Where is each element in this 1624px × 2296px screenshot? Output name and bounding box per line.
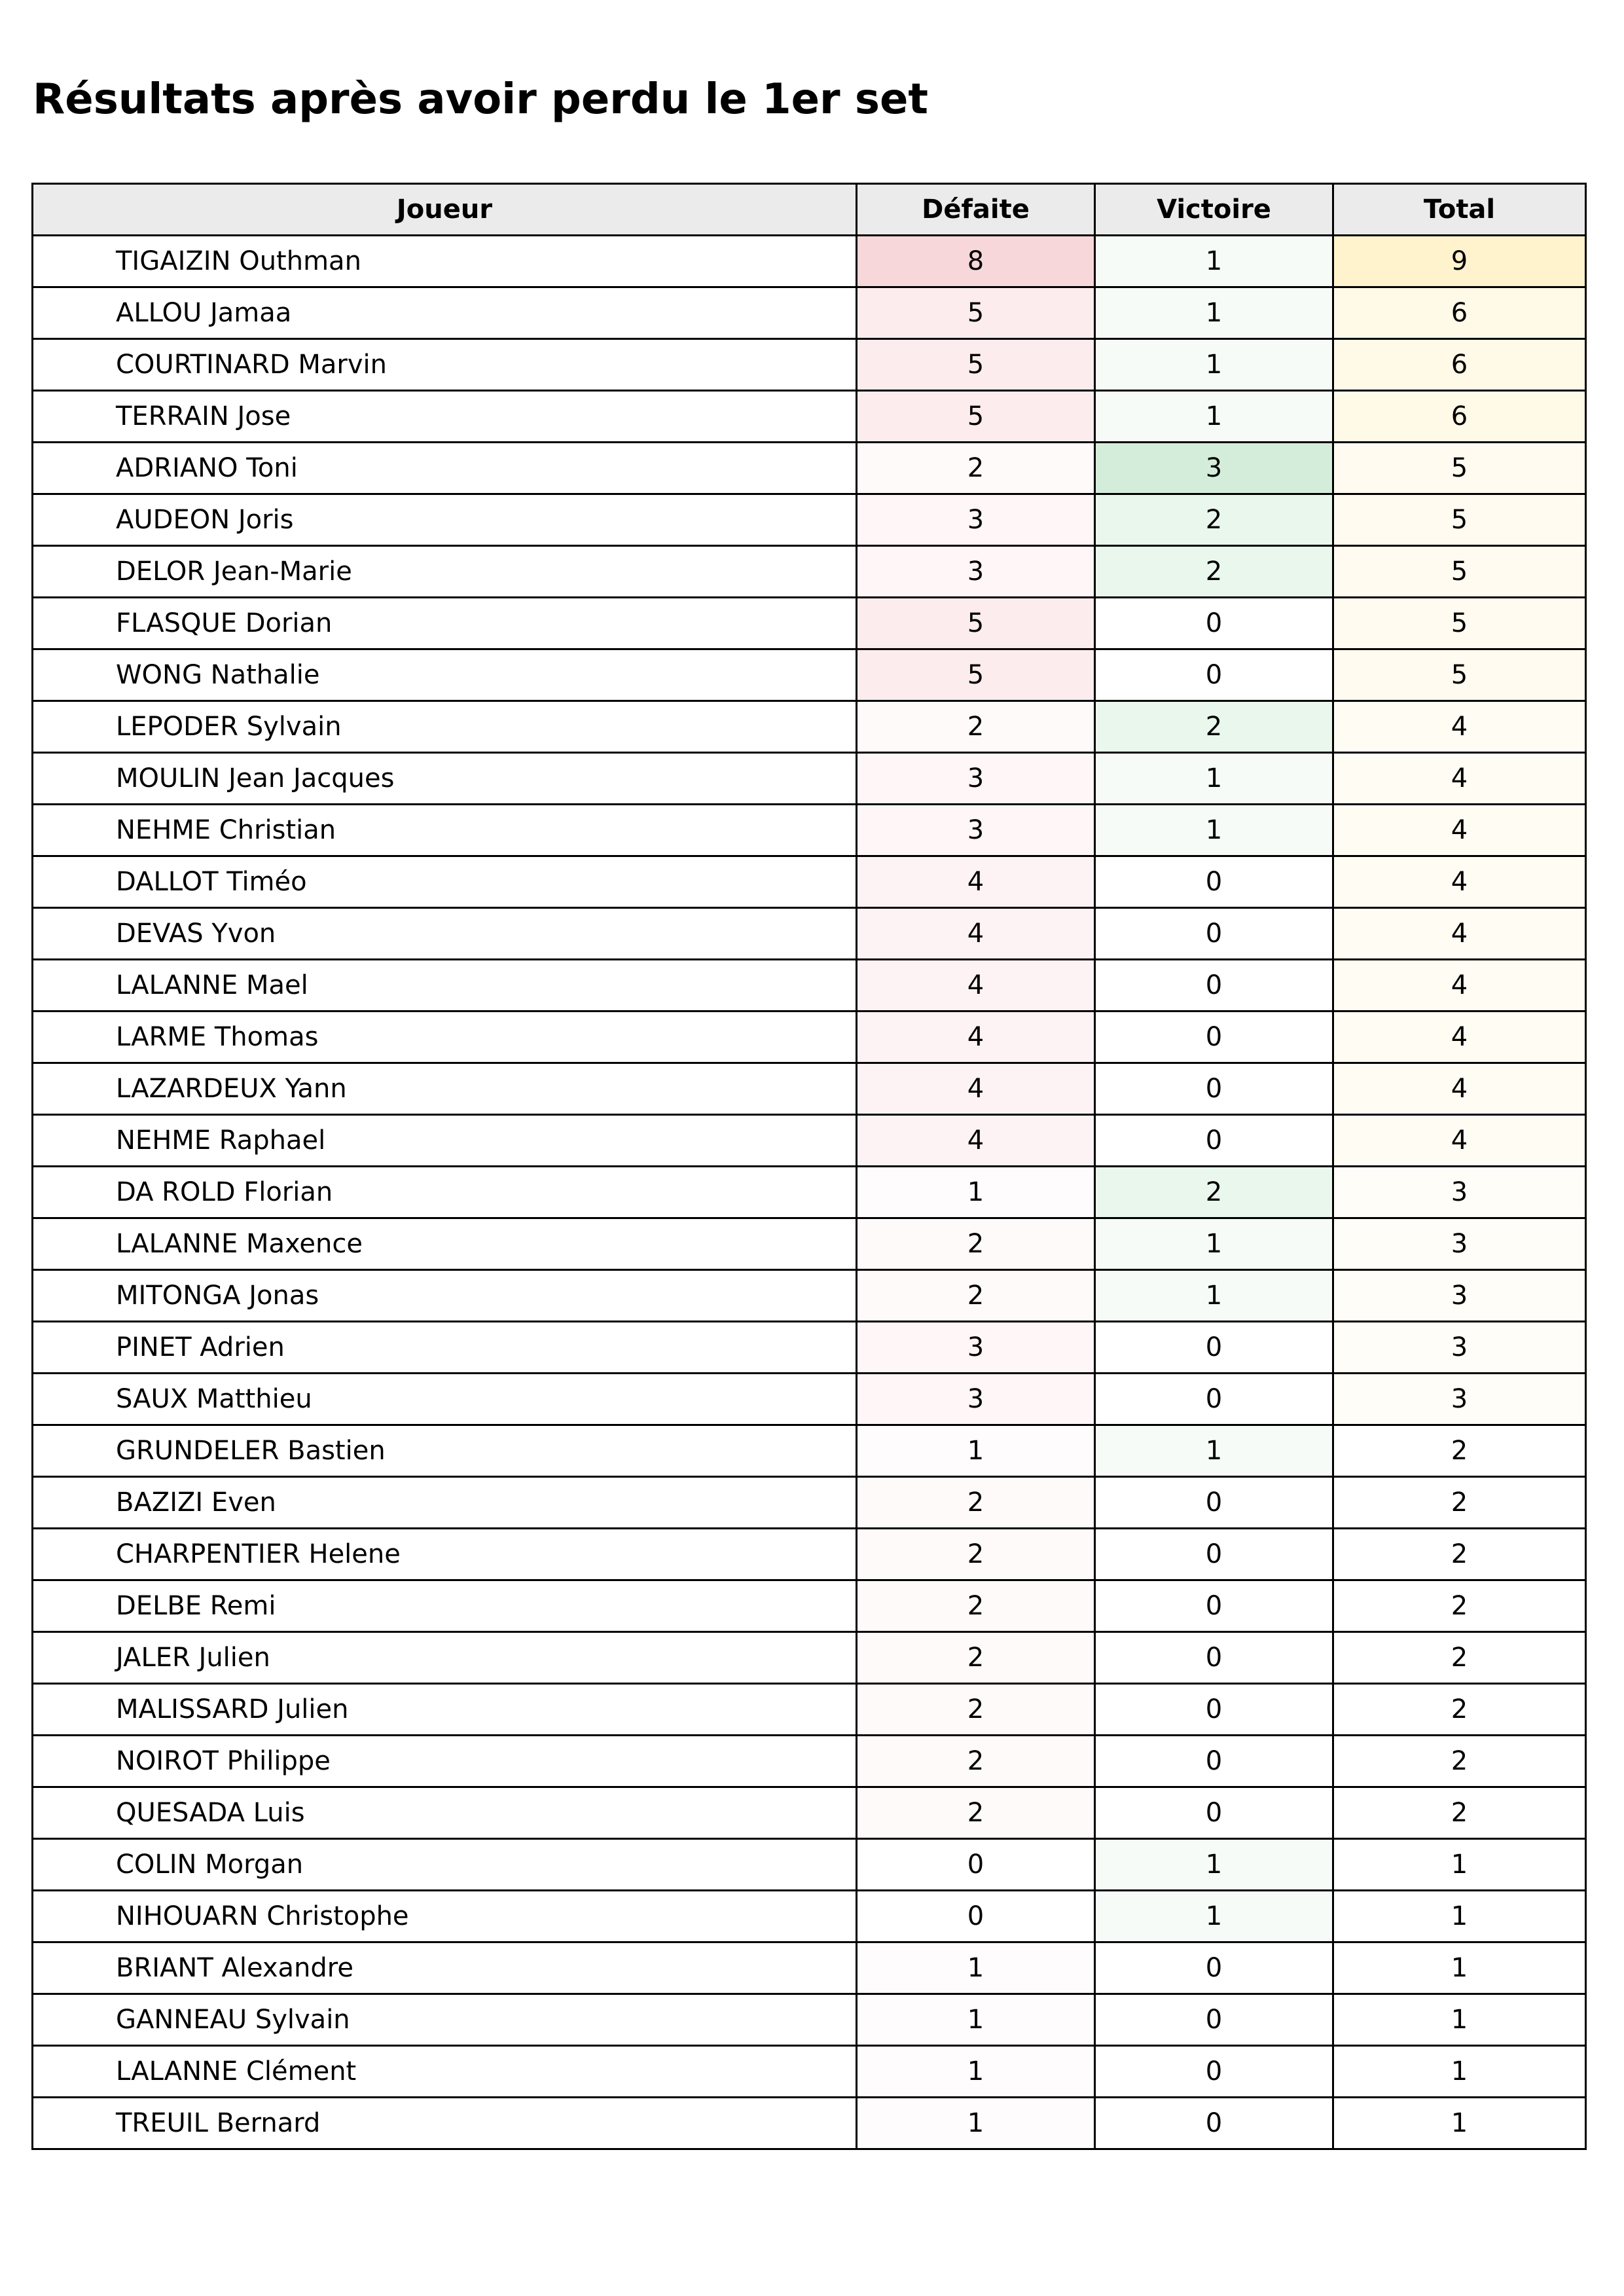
defeat-cell: 8 <box>857 236 1095 287</box>
player-name-cell: DALLOT Timéo <box>33 856 857 908</box>
victory-cell: 1 <box>1095 1839 1333 1891</box>
victory-cell: 0 <box>1095 1374 1333 1425</box>
total-cell: 6 <box>1333 339 1586 391</box>
player-name-cell: COLIN Morgan <box>33 1839 857 1891</box>
defeat-cell: 4 <box>857 960 1095 1011</box>
total-cell: 3 <box>1333 1374 1586 1425</box>
victory-cell: 0 <box>1095 908 1333 960</box>
defeat-cell: 2 <box>857 1632 1095 1684</box>
total-cell: 5 <box>1333 598 1586 649</box>
total-cell: 3 <box>1333 1322 1586 1374</box>
column-header-defeat: Défaite <box>857 184 1095 236</box>
player-name-cell: ADRIANO Toni <box>33 443 857 494</box>
defeat-cell: 1 <box>857 1167 1095 1218</box>
victory-cell: 2 <box>1095 494 1333 546</box>
table-row <box>33 1425 1586 1477</box>
total-cell: 6 <box>1333 287 1586 339</box>
table-row <box>33 2098 1586 2149</box>
table-row <box>33 236 1586 287</box>
victory-cell: 0 <box>1095 649 1333 701</box>
player-name-cell: FLASQUE Dorian <box>33 598 857 649</box>
defeat-cell: 2 <box>857 1736 1095 1787</box>
victory-cell: 1 <box>1095 339 1333 391</box>
table-row <box>33 1477 1586 1529</box>
defeat-cell: 5 <box>857 287 1095 339</box>
victory-cell: 1 <box>1095 805 1333 856</box>
player-name-cell: BRIANT Alexandre <box>33 1942 857 1994</box>
victory-cell: 0 <box>1095 598 1333 649</box>
table-row <box>33 1580 1586 1632</box>
total-cell: 4 <box>1333 753 1586 805</box>
defeat-cell: 2 <box>857 1580 1095 1632</box>
defeat-cell: 1 <box>857 1425 1095 1477</box>
player-name-cell: BAZIZI Even <box>33 1477 857 1529</box>
table-row <box>33 1374 1586 1425</box>
table-row <box>33 391 1586 443</box>
total-cell: 5 <box>1333 443 1586 494</box>
table-row <box>33 908 1586 960</box>
defeat-cell: 3 <box>857 1322 1095 1374</box>
player-name-cell: GRUNDELER Bastien <box>33 1425 857 1477</box>
table-row <box>33 753 1586 805</box>
defeat-cell: 4 <box>857 1011 1095 1063</box>
victory-cell: 2 <box>1095 1167 1333 1218</box>
defeat-cell: 2 <box>857 1684 1095 1736</box>
table-row <box>33 1115 1586 1167</box>
table-row <box>33 1632 1586 1684</box>
total-cell: 2 <box>1333 1529 1586 1580</box>
victory-cell: 1 <box>1095 753 1333 805</box>
table-row <box>33 2046 1586 2098</box>
total-cell: 5 <box>1333 649 1586 701</box>
victory-cell: 0 <box>1095 1322 1333 1374</box>
table-row <box>33 1529 1586 1580</box>
page-title: Résultats après avoir perdu le 1er set <box>33 75 928 124</box>
player-name-cell: TERRAIN Jose <box>33 391 857 443</box>
total-cell: 2 <box>1333 1736 1586 1787</box>
victory-cell: 0 <box>1095 960 1333 1011</box>
defeat-cell: 2 <box>857 1787 1095 1839</box>
total-cell: 4 <box>1333 805 1586 856</box>
victory-cell: 0 <box>1095 1684 1333 1736</box>
victory-cell: 1 <box>1095 1425 1333 1477</box>
total-cell: 3 <box>1333 1167 1586 1218</box>
player-name-cell: MOULIN Jean Jacques <box>33 753 857 805</box>
player-name-cell: MALISSARD Julien <box>33 1684 857 1736</box>
total-cell: 2 <box>1333 1477 1586 1529</box>
player-name-cell: LAZARDEUX Yann <box>33 1063 857 1115</box>
table-row <box>33 856 1586 908</box>
column-header-player: Joueur <box>33 184 857 236</box>
total-cell: 4 <box>1333 1115 1586 1167</box>
victory-cell: 0 <box>1095 1994 1333 2046</box>
table-row <box>33 494 1586 546</box>
victory-cell: 1 <box>1095 1891 1333 1942</box>
victory-cell: 1 <box>1095 391 1333 443</box>
player-name-cell: TREUIL Bernard <box>33 2098 857 2149</box>
defeat-cell: 1 <box>857 2098 1095 2149</box>
defeat-cell: 4 <box>857 856 1095 908</box>
table-row <box>33 1063 1586 1115</box>
victory-cell: 0 <box>1095 1115 1333 1167</box>
victory-cell: 0 <box>1095 1736 1333 1787</box>
table-row <box>33 649 1586 701</box>
results-table <box>31 183 1587 2150</box>
player-name-cell: WONG Nathalie <box>33 649 857 701</box>
table-header <box>33 184 1586 236</box>
total-cell: 6 <box>1333 391 1586 443</box>
total-cell: 2 <box>1333 1632 1586 1684</box>
player-name-cell: AUDEON Joris <box>33 494 857 546</box>
defeat-cell: 1 <box>857 1942 1095 1994</box>
table-row <box>33 1891 1586 1942</box>
total-cell: 2 <box>1333 1787 1586 1839</box>
total-cell: 3 <box>1333 1218 1586 1270</box>
defeat-cell: 0 <box>857 1891 1095 1942</box>
defeat-cell: 2 <box>857 701 1095 753</box>
victory-cell: 0 <box>1095 1942 1333 1994</box>
victory-cell: 0 <box>1095 1011 1333 1063</box>
total-cell: 3 <box>1333 1270 1586 1322</box>
defeat-cell: 1 <box>857 1994 1095 2046</box>
victory-cell: 1 <box>1095 236 1333 287</box>
defeat-cell: 0 <box>857 1839 1095 1891</box>
victory-cell: 0 <box>1095 1632 1333 1684</box>
defeat-cell: 2 <box>857 1529 1095 1580</box>
table-row <box>33 805 1586 856</box>
total-cell: 1 <box>1333 2046 1586 2098</box>
defeat-cell: 3 <box>857 546 1095 598</box>
table-row <box>33 960 1586 1011</box>
table-row <box>33 1839 1586 1891</box>
victory-cell: 3 <box>1095 443 1333 494</box>
table-row <box>33 598 1586 649</box>
victory-cell: 0 <box>1095 1787 1333 1839</box>
total-cell: 1 <box>1333 1994 1586 2046</box>
defeat-cell: 5 <box>857 391 1095 443</box>
table-row <box>33 287 1586 339</box>
defeat-cell: 2 <box>857 443 1095 494</box>
table-row <box>33 1736 1586 1787</box>
player-name-cell: DELBE Remi <box>33 1580 857 1632</box>
total-cell: 4 <box>1333 960 1586 1011</box>
player-name-cell: NOIROT Philippe <box>33 1736 857 1787</box>
table-row <box>33 1322 1586 1374</box>
table-row <box>33 1218 1586 1270</box>
victory-cell: 1 <box>1095 1218 1333 1270</box>
defeat-cell: 3 <box>857 805 1095 856</box>
table-row <box>33 443 1586 494</box>
victory-cell: 1 <box>1095 287 1333 339</box>
player-name-cell: NIHOUARN Christophe <box>33 1891 857 1942</box>
player-name-cell: DA ROLD Florian <box>33 1167 857 1218</box>
header-row <box>33 184 1586 236</box>
player-name-cell: LALANNE Maxence <box>33 1218 857 1270</box>
victory-cell: 0 <box>1095 2046 1333 2098</box>
column-header-victory: Victoire <box>1095 184 1333 236</box>
defeat-cell: 4 <box>857 1063 1095 1115</box>
player-name-cell: NEHME Raphael <box>33 1115 857 1167</box>
defeat-cell: 5 <box>857 649 1095 701</box>
table-row <box>33 1167 1586 1218</box>
player-name-cell: COURTINARD Marvin <box>33 339 857 391</box>
player-name-cell: GANNEAU Sylvain <box>33 1994 857 2046</box>
table-row <box>33 1011 1586 1063</box>
table-row <box>33 701 1586 753</box>
total-cell: 9 <box>1333 236 1586 287</box>
total-cell: 2 <box>1333 1684 1586 1736</box>
total-cell: 1 <box>1333 1891 1586 1942</box>
player-name-cell: CHARPENTIER Helene <box>33 1529 857 1580</box>
total-cell: 1 <box>1333 2098 1586 2149</box>
defeat-cell: 3 <box>857 494 1095 546</box>
player-name-cell: LALANNE Mael <box>33 960 857 1011</box>
table-row <box>33 1942 1586 1994</box>
defeat-cell: 1 <box>857 2046 1095 2098</box>
total-cell: 2 <box>1333 1580 1586 1632</box>
player-name-cell: LARME Thomas <box>33 1011 857 1063</box>
defeat-cell: 3 <box>857 753 1095 805</box>
table-row <box>33 1787 1586 1839</box>
total-cell: 4 <box>1333 1063 1586 1115</box>
table-body <box>33 236 1586 2149</box>
defeat-cell: 3 <box>857 1374 1095 1425</box>
player-name-cell: TIGAIZIN Outhman <box>33 236 857 287</box>
player-name-cell: DEVAS Yvon <box>33 908 857 960</box>
defeat-cell: 4 <box>857 1115 1095 1167</box>
total-cell: 4 <box>1333 701 1586 753</box>
victory-cell: 0 <box>1095 856 1333 908</box>
player-name-cell: JALER Julien <box>33 1632 857 1684</box>
table-row <box>33 339 1586 391</box>
victory-cell: 2 <box>1095 701 1333 753</box>
total-cell: 4 <box>1333 856 1586 908</box>
player-name-cell: QUESADA Luis <box>33 1787 857 1839</box>
victory-cell: 0 <box>1095 2098 1333 2149</box>
total-cell: 1 <box>1333 1839 1586 1891</box>
column-header-total: Total <box>1333 184 1586 236</box>
total-cell: 2 <box>1333 1425 1586 1477</box>
player-name-cell: LALANNE Clément <box>33 2046 857 2098</box>
defeat-cell: 2 <box>857 1477 1095 1529</box>
victory-cell: 2 <box>1095 546 1333 598</box>
victory-cell: 0 <box>1095 1477 1333 1529</box>
total-cell: 5 <box>1333 494 1586 546</box>
player-name-cell: SAUX Matthieu <box>33 1374 857 1425</box>
victory-cell: 1 <box>1095 1270 1333 1322</box>
total-cell: 4 <box>1333 1011 1586 1063</box>
defeat-cell: 2 <box>857 1270 1095 1322</box>
player-name-cell: MITONGA Jonas <box>33 1270 857 1322</box>
player-name-cell: NEHME Christian <box>33 805 857 856</box>
defeat-cell: 5 <box>857 598 1095 649</box>
total-cell: 1 <box>1333 1942 1586 1994</box>
table-row <box>33 1994 1586 2046</box>
total-cell: 5 <box>1333 546 1586 598</box>
table-row <box>33 546 1586 598</box>
table-row <box>33 1684 1586 1736</box>
table-row <box>33 1270 1586 1322</box>
defeat-cell: 5 <box>857 339 1095 391</box>
player-name-cell: ALLOU Jamaa <box>33 287 857 339</box>
total-cell: 4 <box>1333 908 1586 960</box>
defeat-cell: 2 <box>857 1218 1095 1270</box>
player-name-cell: PINET Adrien <box>33 1322 857 1374</box>
defeat-cell: 4 <box>857 908 1095 960</box>
player-name-cell: DELOR Jean-Marie <box>33 546 857 598</box>
victory-cell: 0 <box>1095 1580 1333 1632</box>
victory-cell: 0 <box>1095 1529 1333 1580</box>
victory-cell: 0 <box>1095 1063 1333 1115</box>
player-name-cell: LEPODER Sylvain <box>33 701 857 753</box>
